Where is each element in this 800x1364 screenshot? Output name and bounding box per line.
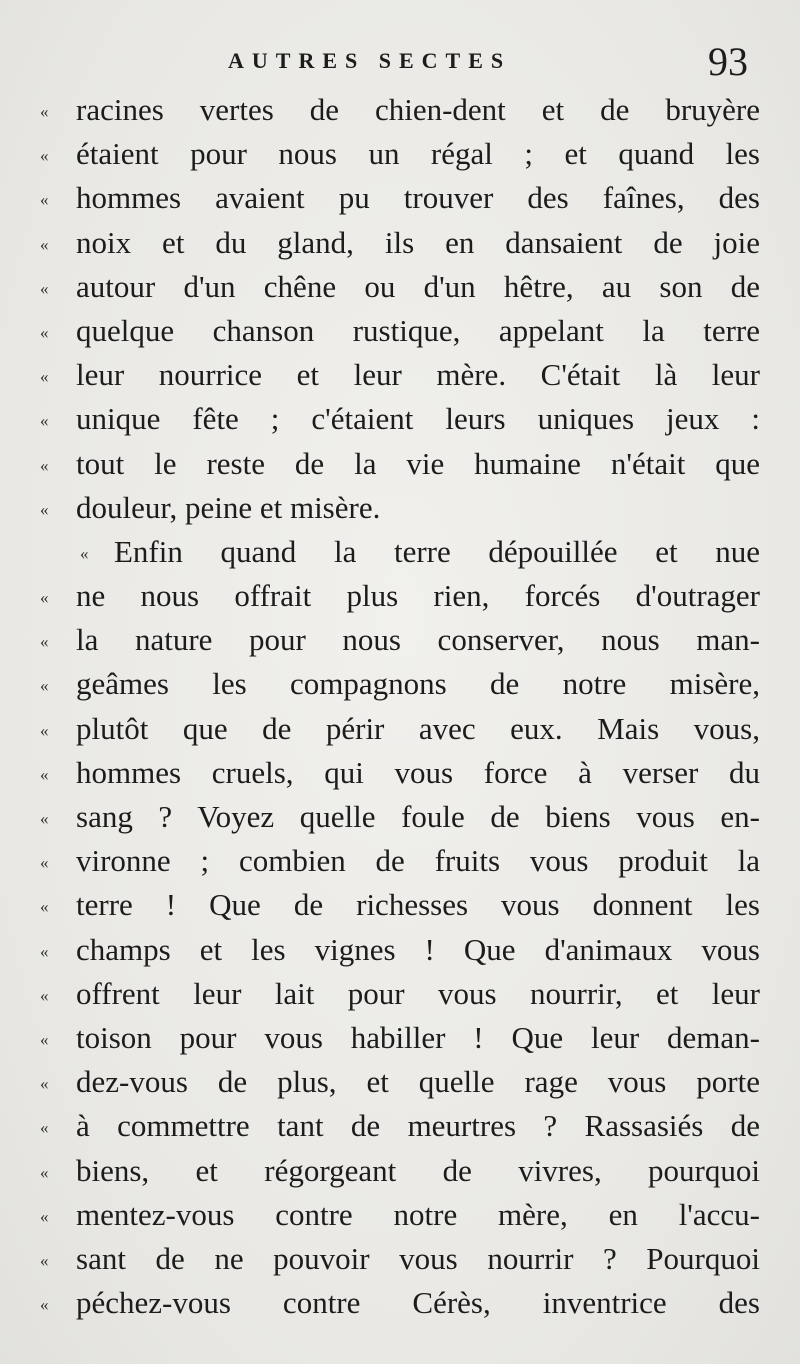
quotation-mark: « xyxy=(40,897,49,917)
text-line xyxy=(30,839,760,883)
line-text: vironne ; combien de fruits vous produit la xyxy=(76,843,760,879)
quotation-mark: « xyxy=(40,499,49,519)
line-text: ne nous offrait plus rien, forcés d'outrager xyxy=(76,578,760,614)
text-line xyxy=(30,442,760,486)
quotation-mark: « xyxy=(40,190,49,210)
text-line xyxy=(30,265,760,309)
text-line xyxy=(30,1104,760,1148)
quotation-mark: « xyxy=(40,809,49,828)
line-text: champs et les vignes ! Que d'animaux vous xyxy=(76,931,760,967)
text-line xyxy=(30,1237,760,1281)
line-text: toison pour vous habiller ! Que leur deman- xyxy=(76,1019,760,1055)
text-line xyxy=(30,530,760,574)
line-text: leur nourrice et leur mère. C'était là leur xyxy=(76,357,760,393)
line-text: plutôt que de périr avec eux. Mais vous, xyxy=(76,710,760,746)
quotation-mark: « xyxy=(80,543,89,563)
line-text: unique fête ; c'étaient leurs uniques jeux : xyxy=(76,401,760,437)
text-line xyxy=(30,353,760,397)
text-line xyxy=(30,751,760,795)
quotation-mark: « xyxy=(40,234,49,254)
running-title: AUTRES SECTES xyxy=(228,48,512,73)
line-text: autour d'un chêne ou d'un hêtre, au son de xyxy=(76,268,760,304)
line-text: étaient pour nous un régal ; et quand les xyxy=(76,136,760,172)
line-text: terre ! Que de richesses vous donnent les xyxy=(76,887,760,923)
line-text: racines vertes de chien-dent et de bruyère xyxy=(76,92,760,127)
line-text: douleur, peine et misère. xyxy=(76,489,381,525)
text-line xyxy=(30,795,760,839)
line-text: sang ? Voyez quelle foule de biens vous en- xyxy=(76,799,760,834)
quotation-mark: « xyxy=(40,1118,49,1138)
page-header xyxy=(0,38,800,88)
quotation-mark: « xyxy=(40,720,49,740)
line-text: dez-vous de plus, et quelle rage vous porte xyxy=(76,1064,760,1100)
line-text: la nature pour nous conserver, nous man- xyxy=(76,622,760,658)
text-line xyxy=(30,883,760,927)
text-line xyxy=(30,486,760,530)
text-line xyxy=(30,1193,760,1237)
text-line xyxy=(30,662,760,706)
text-line xyxy=(30,176,760,220)
text-line xyxy=(30,574,760,618)
text-line xyxy=(30,1016,760,1060)
quotation-mark: « xyxy=(40,853,49,873)
quotation-mark: « xyxy=(40,278,49,298)
line-text: offrent leur lait pour vous nourrir, et leur xyxy=(76,975,760,1011)
text-line xyxy=(30,397,760,441)
quotation-mark: « xyxy=(40,455,49,475)
line-text: hommes avaient pu trouver des faînes, des xyxy=(76,180,760,216)
line-text: Enfin quand la terre dépouillée et nue xyxy=(114,533,760,569)
line-text: quelque chanson rustique, appelant la terre xyxy=(76,312,760,348)
quotation-mark: « xyxy=(40,322,49,342)
quotation-mark: « xyxy=(40,146,49,166)
quotation-mark: « xyxy=(40,676,49,696)
quotation-mark: « xyxy=(40,632,49,652)
text-line xyxy=(30,309,760,353)
text-line xyxy=(30,132,760,176)
quotation-mark: « xyxy=(40,764,49,784)
quotation-mark: « xyxy=(40,367,49,387)
line-text: péchez-vous contre Cérès, inventrice des xyxy=(76,1285,760,1321)
quotation-mark: « xyxy=(40,941,49,961)
quotation-mark: « xyxy=(40,1295,49,1315)
line-text: sant de ne pouvoir vous nourrir ? Pourquoi xyxy=(76,1240,760,1276)
quotation-mark: « xyxy=(40,588,49,608)
line-text: geâmes les compagnons de notre misère, xyxy=(76,666,760,702)
line-text: hommes cruels, qui vous force à verser du xyxy=(76,754,760,790)
line-text: mentez-vous contre notre mère, en l'accu- xyxy=(76,1196,760,1232)
quotation-mark: « xyxy=(40,1029,49,1049)
line-text: à commettre tant de meurtres ? Rassasiés de xyxy=(76,1108,760,1144)
quotation-mark: « xyxy=(40,1074,49,1094)
page-number: 93 xyxy=(708,39,748,84)
text-line xyxy=(30,928,760,972)
text-line xyxy=(30,707,760,751)
quotation-mark: « xyxy=(40,411,49,431)
quotation-mark: « xyxy=(40,102,49,121)
text-line xyxy=(30,1281,760,1325)
text-line xyxy=(30,1060,760,1104)
text-line xyxy=(30,88,760,132)
quotation-mark: « xyxy=(40,985,49,1005)
line-text: noix et du gland, ils en dansaient de joie xyxy=(76,224,760,260)
text-line xyxy=(30,972,760,1016)
text-line xyxy=(30,618,760,662)
body-text xyxy=(30,88,760,1325)
quotation-mark: « xyxy=(40,1206,49,1226)
text-line xyxy=(30,221,760,265)
quotation-mark: « xyxy=(40,1250,49,1270)
line-text: tout le reste de la vie humaine n'était que xyxy=(76,445,760,481)
quotation-mark: « xyxy=(40,1162,49,1182)
line-text: biens, et régorgeant de vivres, pourquoi xyxy=(76,1152,760,1188)
text-line xyxy=(30,1149,760,1193)
